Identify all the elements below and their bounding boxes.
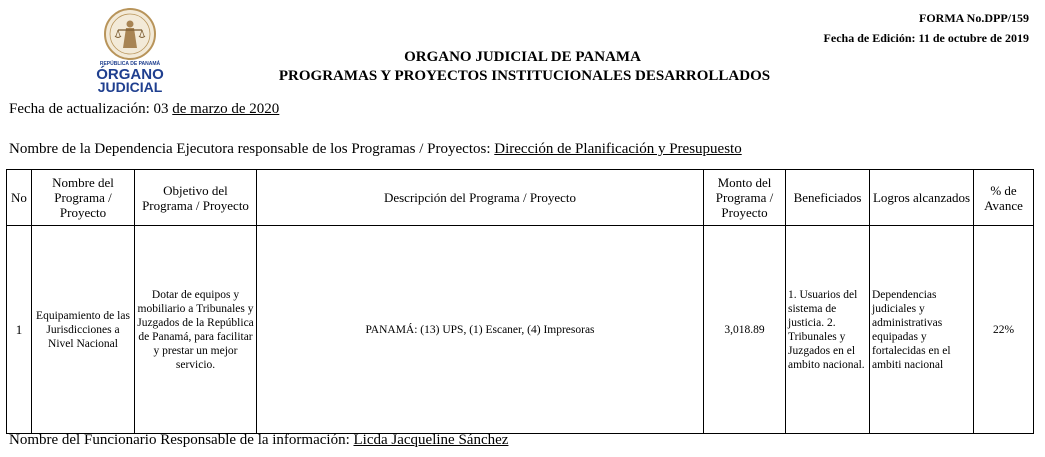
cell-objetivo: Dotar de equipos y mobiliario a Tribunales y Juzgados de la República de Panamá, para facilitar y prestar un mejor servicio. bbox=[135, 226, 257, 434]
table-row bbox=[7, 226, 1034, 434]
responsible-name: Licda Jacqueline Sánchez bbox=[353, 432, 509, 448]
header-logros: Logros alcanzados bbox=[870, 170, 974, 226]
programs-table bbox=[6, 169, 1034, 434]
responsible-label: Nombre del Funcionario Responsable de la información: bbox=[9, 432, 354, 448]
cell-avance: 22% bbox=[974, 226, 1034, 434]
header-nombre: Nombre del Programa / Proyecto bbox=[32, 170, 135, 226]
svg-text:JUDICIAL: JUDICIAL bbox=[97, 79, 163, 94]
cell-descripcion: PANAMÁ: (13) UPS, (1) Escaner, (4) Impresoras bbox=[257, 226, 704, 434]
update-date-line bbox=[9, 101, 279, 118]
cell-nombre: Equipamiento de las Jurisdicciones a Nivel Nacional bbox=[32, 226, 135, 434]
update-date-value: de marzo de 2020 bbox=[172, 101, 280, 117]
dependency-line bbox=[9, 141, 742, 158]
header-monto: Monto del Programa / Proyecto bbox=[704, 170, 786, 226]
responsible-official-line bbox=[9, 432, 508, 449]
header-beneficiados: Beneficiados bbox=[786, 170, 870, 226]
cell-monto: 3,018.89 bbox=[704, 226, 786, 434]
form-number: FORMA No.DPP/159 bbox=[919, 11, 1029, 25]
dependency-label: Nombre de la Dependencia Ejecutora responsable de los Programas / Proyectos: bbox=[9, 141, 495, 157]
header-descripcion: Descripción del Programa / Proyecto bbox=[257, 170, 704, 226]
header-no: No bbox=[7, 170, 32, 226]
svg-text:REPÚBLICA DE PANAMÁ: REPÚBLICA DE PANAMÁ bbox=[99, 61, 161, 67]
edition-date: Fecha de Edición: 11 de octubre de 2019 bbox=[823, 31, 1029, 45]
header-objetivo: Objetivo del Programa / Proyecto bbox=[135, 170, 257, 226]
svg-text:ÓRGANO: ÓRGANO bbox=[96, 66, 164, 83]
cell-logros: Dependencias judiciales y administrativas equipadas y fortalecidas en el ambiti nacional bbox=[870, 226, 974, 434]
dependency-value: Dirección de Planificación y Presupuesto bbox=[494, 141, 742, 157]
cell-beneficiados: 1. Usuarios del sistema de justicia. 2. Tribunales y Juzgados en el ambito nacional. bbox=[786, 226, 870, 434]
table-header-row bbox=[7, 170, 1034, 226]
document-title: ORGANO JUDICIAL DE PANAMA bbox=[404, 49, 641, 65]
header-avance: % de Avance bbox=[974, 170, 1034, 226]
document-subtitle: PROGRAMAS Y PROYECTOS INSTITUCIONALES DESARROLLADOS bbox=[278, 68, 771, 84]
update-date-label: Fecha de actualización: 03 bbox=[9, 101, 173, 117]
cell-no: 1 bbox=[7, 226, 32, 434]
